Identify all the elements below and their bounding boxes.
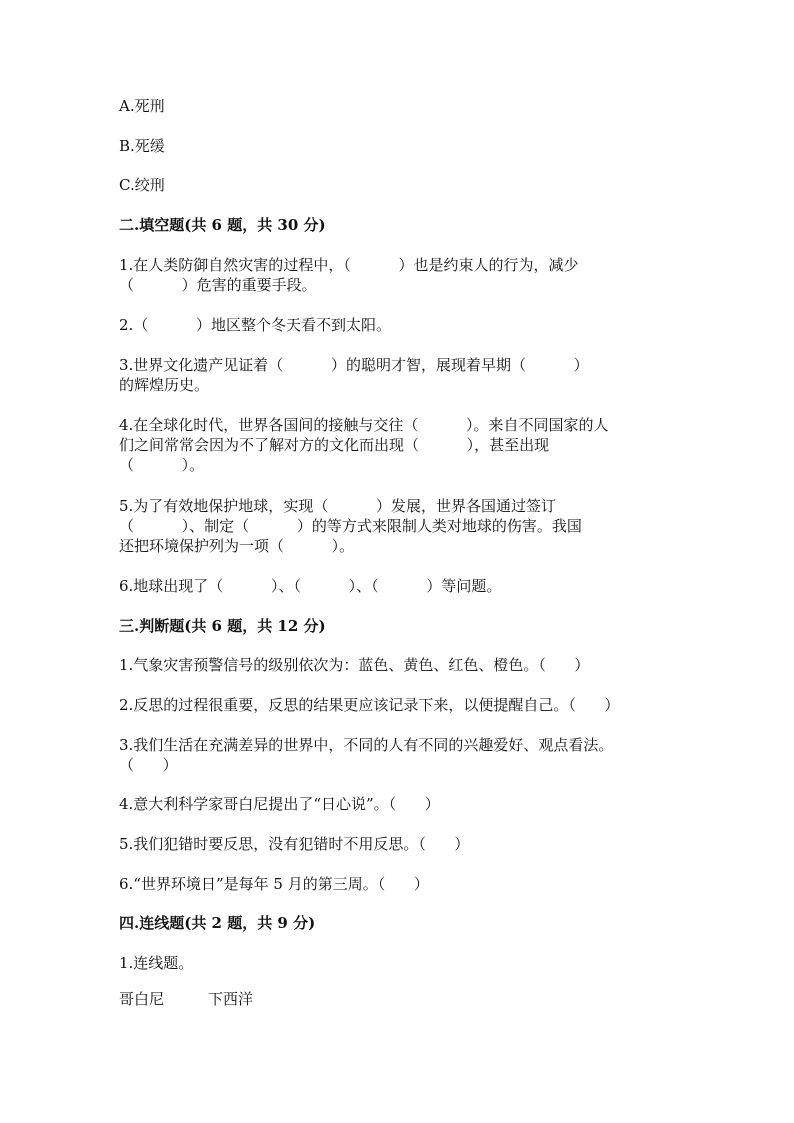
judge-question-1: 1.气象灾害预警信号的级别依次为：蓝色、黄色、红色、橙色。（ ） xyxy=(119,656,590,674)
fill-question-3-line-1: 3.世界文化遗产见证着（ ）的聪明才智，展现着早期（ ） xyxy=(119,356,589,374)
fill-question-5-line-2: （ ）、制定（ ）的等方式来限制人类对地球的伤害。我国 xyxy=(119,517,582,535)
fill-question-5-line-3: 还把环境保护列为一项（ ）。 xyxy=(119,537,355,555)
judge-question-3-line-2: （ ） xyxy=(119,756,178,774)
section-heading-matching: 四.连线题(共 2 题，共 9 分) xyxy=(119,914,316,932)
judge-question-6: 6.“世界环境日”是每年 5 月的第三周。（ ） xyxy=(119,875,429,893)
option-b: B.死缓 xyxy=(119,137,165,155)
judge-question-3-line-1: 3.我们生活在充满差异的世界中，不同的人有不同的兴趣爱好、观点看法。 xyxy=(119,736,614,754)
fill-question-1-line-2: （ ）危害的重要手段。 xyxy=(119,276,317,294)
fill-question-6: 6.地球出现了（ ）、（ ）、（ ）等问题。 xyxy=(119,577,502,595)
matching-left-item: 哥白尼 xyxy=(119,990,165,1008)
matching-right-item: 下西洋 xyxy=(208,990,254,1008)
fill-question-3-line-2: 的辉煌历史。 xyxy=(119,376,210,394)
matching-question-1: 1.连线题。 xyxy=(119,954,194,972)
section-heading-fill-blank: 二.填空题(共 6 题，共 30 分) xyxy=(119,216,326,234)
fill-question-2: 2.（ ）地区整个冬天看不到太阳。 xyxy=(119,316,391,334)
option-a: A.死刑 xyxy=(119,97,165,115)
fill-question-4-line-1: 4.在全球化时代，世界各国间的接触与交往（ ）。来自不同国家的人 xyxy=(119,416,609,434)
option-c: C.绞刑 xyxy=(119,176,165,194)
fill-question-4-line-3: （ ）。 xyxy=(119,456,205,474)
judge-question-4: 4.意大利科学家哥白尼提出了“日心说”。（ ） xyxy=(119,795,440,813)
section-heading-true-false: 三.判断题(共 6 题，共 12 分) xyxy=(119,617,326,635)
fill-question-5-line-1: 5.为了有效地保护地球，实现（ ）发展，世界各国通过签订 xyxy=(119,497,556,515)
judge-question-5: 5.我们犯错时要反思，没有犯错时不用反思。（ ） xyxy=(119,835,470,853)
judge-question-2: 2.反思的过程很重要，反思的结果更应该记录下来，以便提醒自己。（ ） xyxy=(119,696,620,714)
fill-question-4-line-2: 们之间常常会因为不了解对方的文化而出现（ ），甚至出现 xyxy=(119,436,550,454)
fill-question-1-line-1: 1.在人类防御自然灾害的过程中，（ ）也是约束人的行为，减少 xyxy=(119,256,579,274)
